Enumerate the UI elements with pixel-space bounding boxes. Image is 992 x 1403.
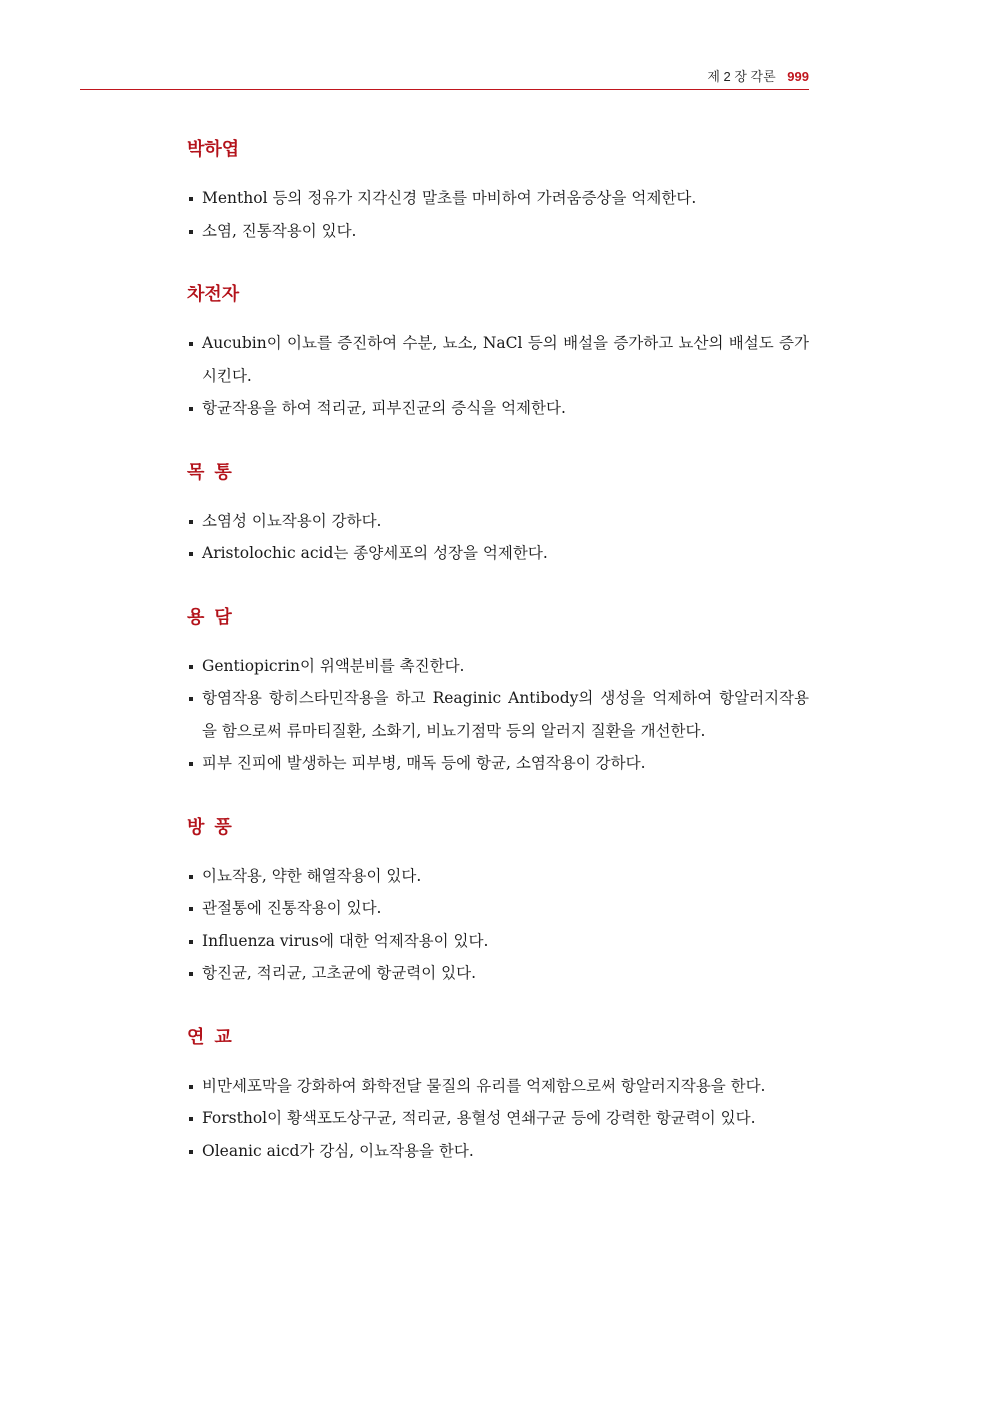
bullet-list	[187, 1070, 809, 1168]
list-item: 소염, 진통작용이 있다.	[187, 215, 809, 248]
chapter-label: 제 2 장 각론	[707, 69, 776, 84]
list-item: Aristolochic acid는 종양세포의 성장을 억제한다.	[187, 537, 809, 570]
list-item: Aucubin이 이뇨를 증진하여 수분, 뇨소, NaCl 등의 배설을 증가하고 뇨산의 배설도 증가시킨다.	[187, 327, 809, 392]
list-item: Forsthol이 황색포도상구균, 적리균, 용혈성 연쇄구균 등에 강력한 항균력이 있다.	[187, 1102, 809, 1135]
section-moktong	[187, 459, 809, 570]
bullet-list	[187, 860, 809, 990]
page-number: 999	[787, 69, 809, 84]
list-item: 항균작용을 하여 적리균, 피부진균의 증식을 억제한다.	[187, 392, 809, 425]
list-item: 항진균, 적리균, 고초균에 항균력이 있다.	[187, 957, 809, 990]
section-bakhayeop	[187, 136, 809, 247]
section-title: 연교	[187, 1026, 242, 1048]
section-chajeonja	[187, 281, 809, 425]
bullet-list	[187, 327, 809, 425]
page-body	[187, 136, 809, 1201]
section-title: 차전자	[187, 284, 240, 305]
list-item: 소염성 이뇨작용이 강하다.	[187, 505, 809, 538]
list-item: 비만세포막을 강화하여 화학전달 물질의 유리를 억제함으로써 항알러지작용을 한다.	[187, 1070, 809, 1103]
bullet-list	[187, 650, 809, 780]
list-item: Influenza virus에 대한 억제작용이 있다.	[187, 925, 809, 958]
section-bangpung	[187, 814, 809, 990]
running-header	[707, 66, 809, 85]
bullet-list	[187, 182, 809, 247]
header-rule	[80, 89, 809, 90]
section-title: 방풍	[187, 816, 242, 838]
list-item: 이뇨작용, 약한 해열작용이 있다.	[187, 860, 809, 893]
list-item: Oleanic aicd가 강심, 이뇨작용을 한다.	[187, 1135, 809, 1168]
section-yongdam	[187, 604, 809, 780]
section-yeongyo	[187, 1024, 809, 1168]
list-item: Gentiopicrin이 위액분비를 촉진한다.	[187, 650, 809, 683]
section-title: 박하엽	[187, 139, 240, 160]
section-title: 목통	[187, 461, 242, 483]
section-title: 용담	[187, 606, 242, 628]
list-item: 피부 진피에 발생하는 피부병, 매독 등에 항균, 소염작용이 강하다.	[187, 747, 809, 780]
bullet-list	[187, 505, 809, 570]
list-item: Menthol 등의 정유가 지각신경 말초를 마비하여 가려움증상을 억제한다.	[187, 182, 809, 215]
list-item: 관절통에 진통작용이 있다.	[187, 892, 809, 925]
list-item: 항염작용 항히스타민작용을 하고 Reaginic Antibody의 생성을 억제하여 항알러지작용을 함으로써 류마티질환, 소화기, 비뇨기점막 등의 알러지 질환을 개선한다.	[187, 682, 809, 747]
